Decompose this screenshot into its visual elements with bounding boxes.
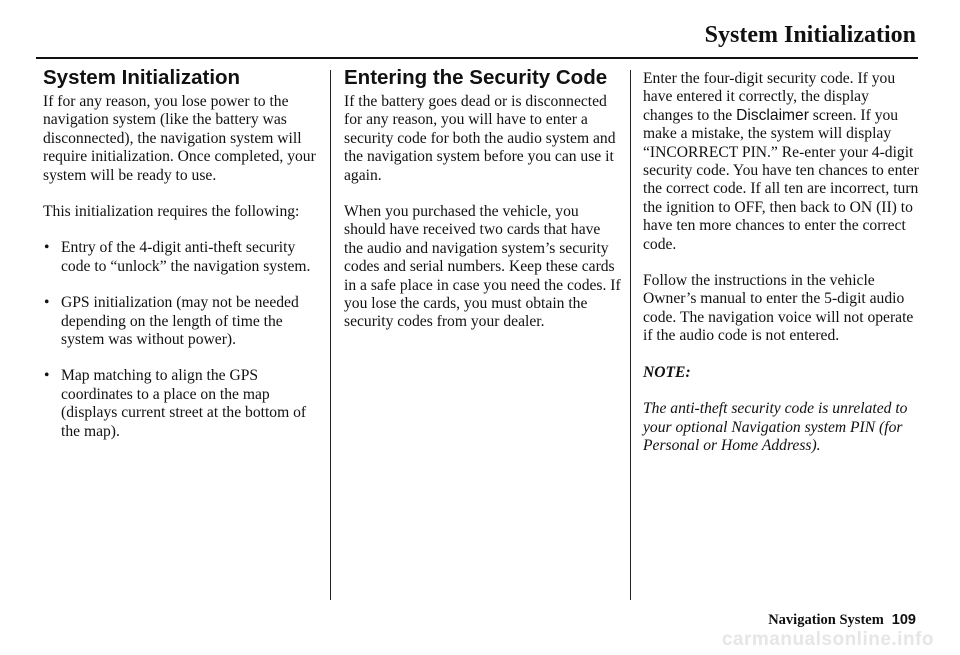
page-number: 109: [891, 612, 916, 628]
page-header-title: System Initialization: [704, 22, 916, 48]
page-footer: [768, 612, 916, 629]
note-text: The anti-theft security code is unrelated to your optional Navigation system PIN (for Personal or Home Address).: [643, 400, 908, 454]
cards-paragraph: When you purchased the vehicle, you should have received two cards that have the audio and navigation system’s security codes and serial numbers. Keep these cards in a safe place in case you need the codes. If you lose the cards, you must obtain the security codes from your dealer.: [344, 203, 621, 331]
audio-code-paragraph: Follow the instructions in the vehicle Owner’s manual to enter the 5-digit audio code. The navigation voice will not operate if the audio code is not entered.: [643, 272, 914, 345]
section-heading-initialization: System Initialization: [43, 66, 241, 89]
section-heading-security-code: Entering the Security Code: [344, 66, 608, 89]
column-3: [643, 70, 921, 473]
header-rule: [36, 57, 918, 59]
list-item: • Entry of the 4-digit anti-theft security code to “unlock” the navigation system.: [43, 239, 321, 276]
watermark: carmanualsonline.info: [721, 629, 934, 650]
footer-section-name: Navigation System: [768, 612, 884, 628]
enter-code-text-end: screen. If you make a mistake, the system will display “INCORRECT PIN.” Re-enter your 4-digit security code. You have ten chances to enter the correct code. If all ten are incorrect, turn the ignition to OFF, then back to ON (II) to have ten more chances to enter the correct code.: [643, 106, 919, 253]
list-item: • GPS initialization (may not be needed depending on the length of time the system was without power).: [43, 294, 321, 349]
column-2: [344, 66, 622, 350]
enter-code-paragraph: [643, 70, 921, 254]
battery-paragraph: If the battery goes dead or is disconnected for any reason, you will have to enter a security code for both the audio system and the navigation system before you can use it again.: [344, 93, 616, 184]
enter-code-text-start: Enter the four-digit security code. If you have entered it correctly, the display changes to the: [643, 70, 896, 124]
requirements-list: [43, 239, 321, 441]
column-divider-2: [630, 70, 631, 600]
column-divider-1: [330, 70, 331, 600]
note-label: NOTE:: [643, 363, 691, 381]
disclaimer-screen-name: Disclaimer: [736, 106, 809, 124]
list-item: • Map matching to align the GPS coordinates to a place on the map (displays current street at the bottom of the map).: [43, 367, 321, 441]
column-1: [43, 66, 321, 459]
intro-paragraph: If for any reason, you lose power to the navigation system (like the battery was disconnected), the navigation system will require initialization. Once completed, your system will be ready to use.: [43, 93, 316, 184]
requirements-paragraph: This initialization requires the following:: [43, 203, 300, 221]
